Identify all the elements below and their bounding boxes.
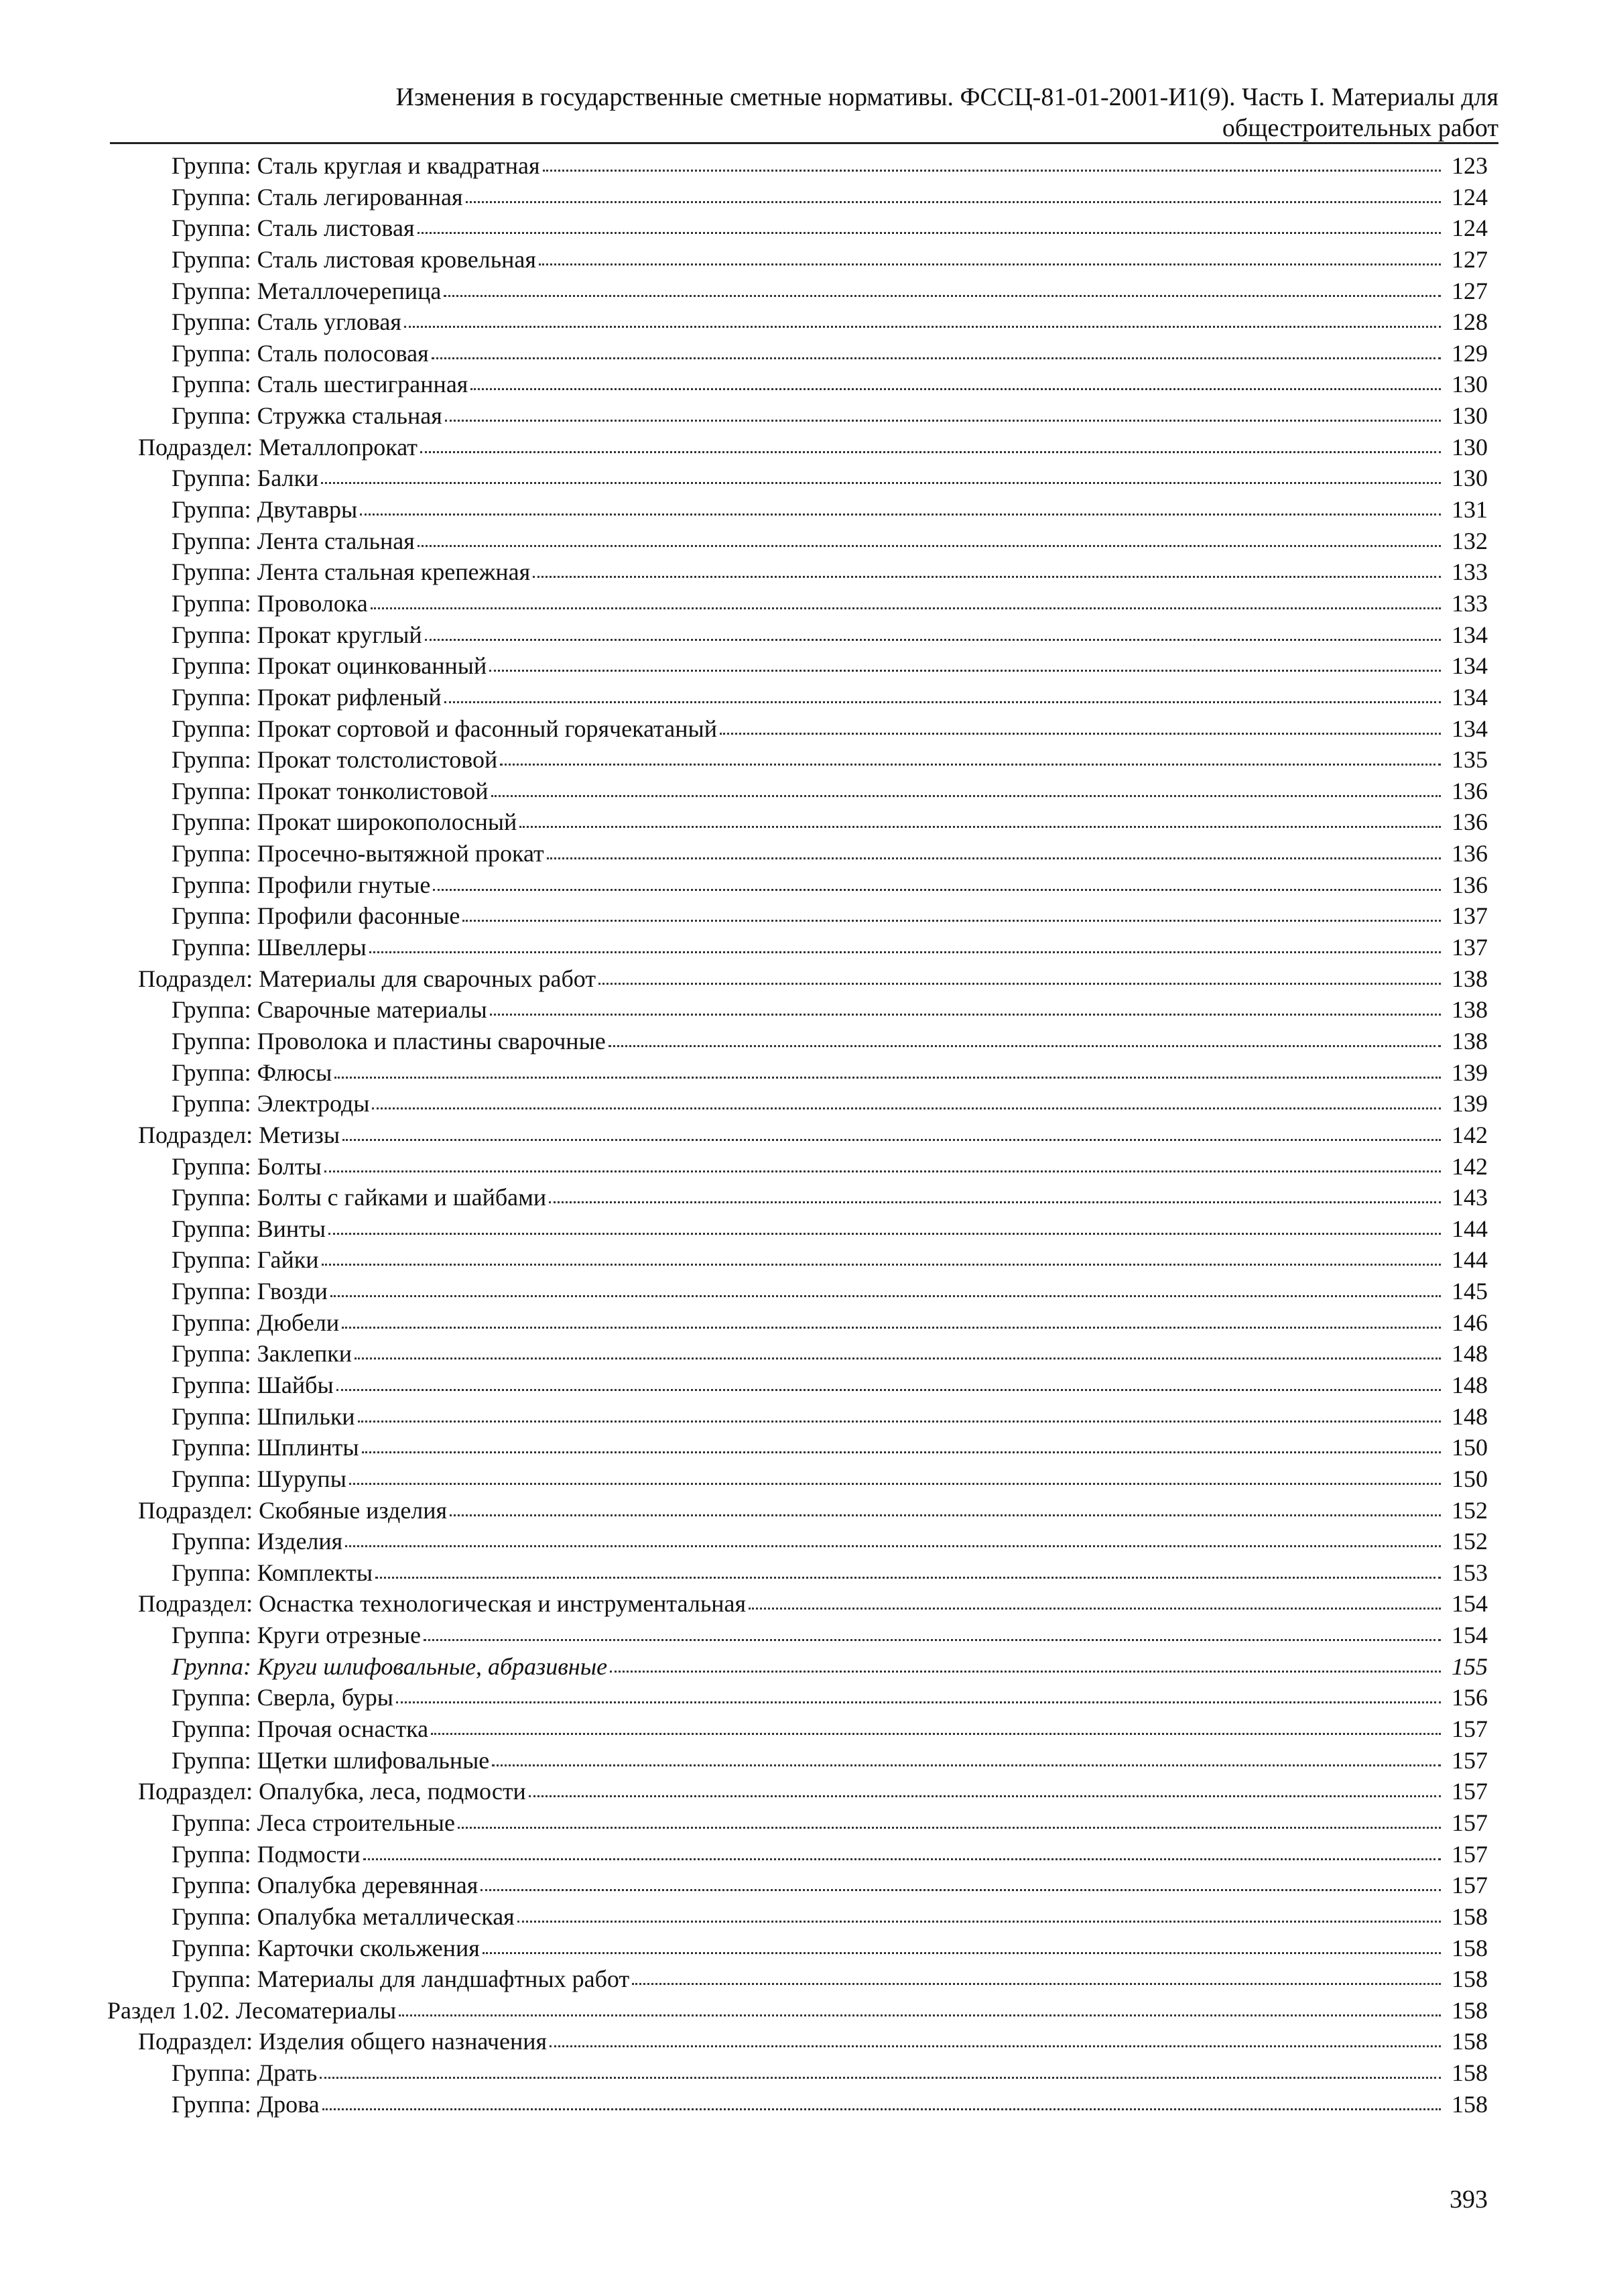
dot-leader — [444, 701, 1441, 703]
toc-entry-label: Группа: Балки — [172, 465, 319, 492]
dot-leader — [481, 1889, 1441, 1891]
toc-entry-label: Группа: Прочая оснастка — [172, 1715, 429, 1743]
toc-entry-page: 133 — [1452, 589, 1488, 617]
toc-entry-page: 135 — [1452, 746, 1488, 774]
toc-group[interactable] — [107, 1870, 1488, 1901]
toc-entry-page: 123 — [1452, 152, 1488, 179]
toc-group[interactable] — [107, 682, 1488, 713]
toc-entry-label: Подраздел: Материалы для сварочных работ — [138, 965, 596, 992]
toc-entry-page: 152 — [1452, 1496, 1488, 1524]
toc-entry-label: Группа: Сталь легированная — [172, 183, 463, 210]
toc-entry-page: 142 — [1452, 1121, 1488, 1148]
dot-leader — [363, 1858, 1441, 1860]
toc-subsection[interactable] — [107, 2026, 1488, 2057]
dot-leader — [345, 1545, 1441, 1547]
toc-group[interactable] — [107, 1338, 1488, 1370]
toc-group[interactable] — [107, 306, 1488, 338]
toc-entry-page: 144 — [1452, 1246, 1488, 1274]
toc-entry-label: Группа: Щетки шлифовальные — [172, 1746, 490, 1774]
toc-entry-page: 154 — [1452, 1590, 1488, 1618]
toc-entry-label: Группа: Прокат рифленый — [172, 683, 442, 711]
toc-group[interactable] — [107, 1526, 1488, 1557]
page-number: 393 — [1450, 2185, 1488, 2214]
toc-entry-label: Группа: Леса строительные — [172, 1809, 455, 1836]
toc-entry-page: 130 — [1452, 402, 1488, 430]
toc-group[interactable] — [107, 1057, 1488, 1089]
toc-entry-page: 148 — [1452, 1371, 1488, 1398]
dot-leader — [324, 1170, 1441, 1172]
toc-group[interactable] — [107, 1557, 1488, 1589]
toc-group[interactable] — [107, 1244, 1488, 1276]
toc-entry-page: 157 — [1452, 1809, 1488, 1836]
toc-group[interactable] — [107, 494, 1488, 526]
toc-group[interactable] — [107, 1276, 1488, 1307]
toc-entry-label: Группа: Прокат сортовой и фасонный горячекатаный — [172, 715, 717, 742]
running-header — [110, 82, 1498, 143]
dot-leader — [334, 1077, 1441, 1079]
toc-entry-label: Группа: Сталь угловая — [172, 308, 401, 336]
toc-group[interactable] — [107, 1432, 1488, 1463]
dot-leader — [418, 232, 1442, 234]
toc-entry-page: 128 — [1452, 308, 1488, 336]
header-line-1: Изменения в государственные сметные нормативы. ФССЦ-81-01-2001-И1(9). Часть I. Материалы для — [395, 83, 1498, 111]
toc-entry-page: 127 — [1452, 245, 1488, 273]
toc-entry-label: Группа: Сталь круглая и квадратная — [172, 152, 540, 179]
dot-leader — [720, 733, 1441, 735]
toc-entry-label: Группа: Прокат широкополосный — [172, 808, 517, 836]
toc-entry-label: Группа: Дрова — [172, 2090, 320, 2118]
dot-leader — [425, 639, 1441, 641]
dot-leader — [358, 1421, 1441, 1423]
toc-entry-page: 142 — [1452, 1152, 1488, 1180]
dot-leader — [355, 1357, 1441, 1360]
toc-group[interactable] — [107, 463, 1488, 494]
header-divider — [110, 142, 1498, 144]
header-line-2: общестроительных работ — [1222, 114, 1498, 142]
toc-entry-label: Группа: Проволока и пластины сварочные — [172, 1027, 606, 1054]
toc-entry-page: 130 — [1452, 433, 1488, 461]
toc-entry-page: 157 — [1452, 1715, 1488, 1743]
toc-entry-label: Группа: Заклепки — [172, 1340, 353, 1368]
toc-entry-label: Группа: Круги шлифовальные, абразивные — [172, 1652, 608, 1680]
toc-group[interactable] — [107, 619, 1488, 651]
toc-group[interactable] — [107, 1463, 1488, 1495]
toc-entry-label: Группа: Лента стальная — [172, 527, 415, 554]
toc-group[interactable] — [107, 1151, 1488, 1183]
dot-leader — [543, 170, 1441, 172]
toc-subsection[interactable] — [107, 1776, 1488, 1807]
dot-leader — [610, 1671, 1441, 1673]
toc-entry-page: 139 — [1452, 1090, 1488, 1117]
table-of-contents — [107, 150, 1488, 2120]
toc-group[interactable] — [107, 588, 1488, 619]
toc-group[interactable] — [107, 526, 1488, 557]
toc-entry-label: Группа: Сталь листовая — [172, 215, 415, 242]
toc-entry-page: 136 — [1452, 871, 1488, 898]
dot-leader — [549, 1201, 1441, 1203]
dot-leader — [466, 201, 1441, 203]
toc-entry-page: 129 — [1452, 339, 1488, 367]
toc-entry-label: Группа: Прокат круглый — [172, 621, 422, 648]
toc-entry-page: 157 — [1452, 1872, 1488, 1899]
toc-group[interactable] — [107, 744, 1488, 776]
toc-group[interactable] — [107, 182, 1488, 213]
toc-entry-page: 152 — [1452, 1528, 1488, 1555]
dot-leader — [432, 357, 1441, 359]
toc-entry-label: Группа: Сталь полосовая — [172, 339, 429, 367]
toc-entry-label: Группа: Металлочерепица — [172, 277, 442, 304]
toc-subsection[interactable] — [107, 1495, 1488, 1526]
dot-leader — [362, 1451, 1441, 1453]
toc-entry-page: 127 — [1452, 277, 1488, 304]
toc-entry-label: Группа: Сталь листовая кровельная — [172, 245, 536, 273]
toc-entry-page: 157 — [1452, 1840, 1488, 1868]
toc-group[interactable] — [107, 713, 1488, 745]
dot-leader — [517, 1921, 1441, 1923]
toc-entry-label: Группа: Подмости — [172, 1840, 361, 1868]
toc-group[interactable] — [107, 994, 1488, 1026]
toc-entry-label: Раздел 1.02. Лесоматериалы — [107, 1996, 397, 2024]
toc-entry-label: Группа: Материалы для ландшафтных работ — [172, 1966, 630, 1993]
toc-entry-page: 136 — [1452, 808, 1488, 836]
toc-entry-page: 134 — [1452, 683, 1488, 711]
toc-group[interactable] — [107, 1307, 1488, 1339]
dot-leader — [470, 388, 1441, 390]
dot-leader — [372, 1107, 1441, 1109]
toc-entry-label: Группа: Лента стальная крепежная — [172, 558, 531, 586]
toc-entry-label: Группа: Шплинты — [172, 1434, 359, 1461]
toc-entry-page: 158 — [1452, 2090, 1488, 2118]
toc-entry-page: 158 — [1452, 1996, 1488, 2024]
dot-leader — [491, 795, 1442, 797]
toc-entry-page: 134 — [1452, 652, 1488, 680]
toc-group[interactable] — [107, 838, 1488, 869]
toc-entry-label: Группа: Винты — [172, 1215, 326, 1242]
toc-entry-label: Группа: Просечно-вытяжной прокат — [172, 840, 544, 867]
toc-group[interactable] — [107, 1651, 1488, 1683]
dot-leader — [336, 1389, 1441, 1391]
dot-leader — [500, 764, 1441, 766]
toc-subsection[interactable] — [107, 432, 1488, 463]
toc-entry-page: 132 — [1452, 527, 1488, 554]
dot-leader — [322, 2108, 1441, 2110]
toc-group[interactable] — [107, 1713, 1488, 1745]
toc-entry-page: 157 — [1452, 1778, 1488, 1805]
toc-subsection[interactable] — [107, 963, 1488, 995]
toc-entry-page: 158 — [1452, 1902, 1488, 1930]
dot-leader — [342, 1139, 1441, 1141]
toc-entry-label: Группа: Двутавры — [172, 496, 358, 524]
toc-entry-label: Группа: Прокат оцинкованный — [172, 652, 487, 680]
toc-entry-label: Группа: Стружка стальная — [172, 402, 442, 430]
toc-group[interactable] — [107, 400, 1488, 432]
dot-leader — [489, 670, 1441, 672]
toc-entry-page: 134 — [1452, 715, 1488, 742]
toc-group[interactable] — [107, 1901, 1488, 1933]
toc-entry-page: 131 — [1452, 496, 1488, 524]
toc-entry-label: Группа: Прокат толстолистовой — [172, 746, 498, 774]
toc-entry-label: Подраздел: Металлопрокат — [138, 433, 418, 461]
dot-leader — [444, 295, 1441, 297]
toc-subsection[interactable] — [107, 1120, 1488, 1151]
toc-entry-page: 157 — [1452, 1746, 1488, 1774]
dot-leader — [349, 1483, 1441, 1485]
dot-leader — [445, 420, 1441, 422]
dot-leader — [749, 1608, 1441, 1610]
toc-entry-label: Группа: Сверла, буры — [172, 1684, 393, 1711]
toc-group[interactable] — [107, 1807, 1488, 1839]
toc-entry-label: Группа: Сварочные материалы — [172, 996, 487, 1024]
toc-entry-label: Группа: Карточки скольжения — [172, 1934, 480, 1961]
toc-group[interactable] — [107, 556, 1488, 588]
dot-leader — [418, 545, 1441, 547]
toc-entry-page: 136 — [1452, 840, 1488, 867]
toc-entry-label: Группа: Комплекты — [172, 1559, 373, 1586]
toc-entry-page: 156 — [1452, 1684, 1488, 1711]
dot-leader — [342, 1327, 1441, 1329]
dot-leader — [431, 1733, 1441, 1735]
dot-leader — [490, 1014, 1441, 1016]
dot-leader — [404, 326, 1441, 328]
toc-entry-label: Подраздел: Оснастка технологическая и инструментальная — [138, 1590, 747, 1618]
dot-leader — [450, 1514, 1441, 1516]
toc-entry-label: Группа: Гвозди — [172, 1278, 328, 1305]
toc-entry-page: 154 — [1452, 1622, 1488, 1649]
toc-entry-page: 158 — [1452, 1934, 1488, 1961]
dot-leader — [328, 1233, 1441, 1235]
toc-group[interactable] — [107, 1682, 1488, 1713]
toc-entry-page: 124 — [1452, 183, 1488, 210]
toc-subsection[interactable] — [107, 1588, 1488, 1620]
dot-leader — [396, 1701, 1441, 1703]
toc-entry-page: 133 — [1452, 558, 1488, 586]
toc-entry-page: 137 — [1452, 902, 1488, 930]
toc-group[interactable] — [107, 650, 1488, 682]
toc-entry-page: 146 — [1452, 1309, 1488, 1336]
toc-entry-page: 153 — [1452, 1559, 1488, 1586]
toc-entry-label: Группа: Сталь шестигранная — [172, 371, 468, 398]
toc-entry-label: Группа: Круги отрезные — [172, 1622, 421, 1649]
toc-group[interactable] — [107, 869, 1488, 901]
dot-leader — [330, 1295, 1441, 1297]
toc-entry-label: Группа: Опалубка металлическая — [172, 1902, 515, 1930]
toc-entry-label: Группа: Флюсы — [172, 1059, 332, 1086]
dot-leader — [609, 1045, 1441, 1047]
toc-group[interactable] — [107, 1745, 1488, 1776]
toc-entry-page: 130 — [1452, 371, 1488, 398]
toc-entry-label: Подраздел: Метизы — [138, 1121, 340, 1148]
dot-leader — [322, 1264, 1442, 1266]
dot-leader — [371, 607, 1441, 609]
dot-leader — [529, 1795, 1441, 1797]
toc-group[interactable] — [107, 932, 1488, 963]
dot-leader — [632, 1983, 1441, 1985]
dot-leader — [420, 451, 1441, 453]
toc-entry-page: 150 — [1452, 1465, 1488, 1492]
toc-group[interactable] — [107, 806, 1488, 838]
toc-entry-page: 139 — [1452, 1059, 1488, 1086]
toc-group[interactable] — [107, 776, 1488, 807]
toc-entry-label: Группа: Изделия — [172, 1528, 343, 1555]
toc-entry-page: 138 — [1452, 1027, 1488, 1054]
toc-entry-label: Группа: Драть — [172, 2059, 318, 2087]
toc-group[interactable] — [107, 276, 1488, 307]
dot-leader — [492, 1764, 1441, 1766]
toc-entry-page: 158 — [1452, 2028, 1488, 2055]
toc-group[interactable] — [107, 1933, 1488, 1964]
toc-entry-page: 145 — [1452, 1278, 1488, 1305]
toc-group[interactable] — [107, 1963, 1488, 1995]
toc-group[interactable] — [107, 1213, 1488, 1245]
toc-entry-page: 158 — [1452, 2059, 1488, 2087]
toc-entry-page: 134 — [1452, 621, 1488, 648]
dot-leader — [321, 482, 1441, 484]
toc-group[interactable] — [107, 150, 1488, 182]
dot-leader — [462, 920, 1441, 922]
toc-entry-label: Подраздел: Изделия общего назначения — [138, 2028, 548, 2055]
dot-leader — [483, 1952, 1441, 1954]
toc-entry-page: 148 — [1452, 1340, 1488, 1368]
toc-entry-label: Группа: Болты — [172, 1152, 322, 1180]
dot-leader — [539, 263, 1441, 265]
toc-entry-label: Группа: Опалубка деревянная — [172, 1872, 478, 1899]
dot-leader — [598, 983, 1441, 985]
toc-section[interactable] — [107, 1995, 1488, 2027]
toc-group[interactable] — [107, 900, 1488, 932]
toc-group[interactable] — [107, 2089, 1488, 2120]
toc-entry-page: 124 — [1452, 215, 1488, 242]
toc-entry-label: Группа: Прокат тонколистовой — [172, 777, 489, 804]
toc-group[interactable] — [107, 338, 1488, 369]
toc-entry-label: Группа: Электроды — [172, 1090, 370, 1117]
dot-leader — [547, 857, 1441, 859]
dot-leader — [519, 826, 1441, 828]
dot-leader — [399, 2014, 1441, 2016]
toc-group[interactable] — [107, 1088, 1488, 1120]
dot-leader — [369, 951, 1441, 953]
dot-leader — [433, 889, 1441, 891]
toc-entry-label: Группа: Болты с гайками и шайбами — [172, 1184, 547, 1211]
toc-group[interactable] — [107, 1839, 1488, 1870]
toc-entry-label: Группа: Шурупы — [172, 1465, 346, 1492]
dot-leader — [424, 1639, 1441, 1641]
toc-entry-page: 130 — [1452, 465, 1488, 492]
toc-entry-page: 137 — [1452, 934, 1488, 961]
toc-entry-label: Группа: Профили гнутые — [172, 871, 431, 898]
toc-entry-label: Группа: Дюбели — [172, 1309, 340, 1336]
toc-group[interactable] — [107, 1620, 1488, 1651]
toc-entry-page: 136 — [1452, 777, 1488, 804]
toc-entry-page: 150 — [1452, 1434, 1488, 1461]
toc-entry-page: 158 — [1452, 1966, 1488, 1993]
toc-entry-label: Группа: Гайки — [172, 1246, 319, 1274]
toc-entry-page: 138 — [1452, 965, 1488, 992]
toc-entry-page: 143 — [1452, 1184, 1488, 1211]
toc-entry-label: Подраздел: Опалубка, леса, подмости — [138, 1778, 526, 1805]
toc-entry-label: Группа: Профили фасонные — [172, 902, 460, 930]
dot-leader — [458, 1827, 1441, 1829]
toc-group[interactable] — [107, 369, 1488, 400]
toc-group[interactable] — [107, 1182, 1488, 1213]
toc-entry-label: Группа: Проволока — [172, 589, 368, 617]
dot-leader — [360, 513, 1441, 516]
toc-entry-page: 155 — [1452, 1652, 1488, 1680]
toc-entry-label: Группа: Швеллеры — [172, 934, 367, 961]
toc-group[interactable] — [107, 2057, 1488, 2089]
toc-group[interactable] — [107, 244, 1488, 276]
toc-group[interactable] — [107, 1401, 1488, 1433]
toc-entry-label: Группа: Шайбы — [172, 1371, 334, 1398]
dot-leader — [533, 576, 1441, 578]
toc-entry-page: 148 — [1452, 1402, 1488, 1430]
dot-leader — [375, 1577, 1441, 1579]
toc-group[interactable] — [107, 1370, 1488, 1401]
toc-entry-page: 138 — [1452, 996, 1488, 1024]
toc-entry-label: Подраздел: Скобяные изделия — [138, 1496, 448, 1524]
dot-leader — [320, 2077, 1441, 2079]
toc-group[interactable] — [107, 1026, 1488, 1057]
dot-leader — [550, 2045, 1441, 2047]
toc-entry-label: Группа: Шпильки — [172, 1402, 355, 1430]
toc-entry-page: 144 — [1452, 1215, 1488, 1242]
toc-group[interactable] — [107, 213, 1488, 244]
